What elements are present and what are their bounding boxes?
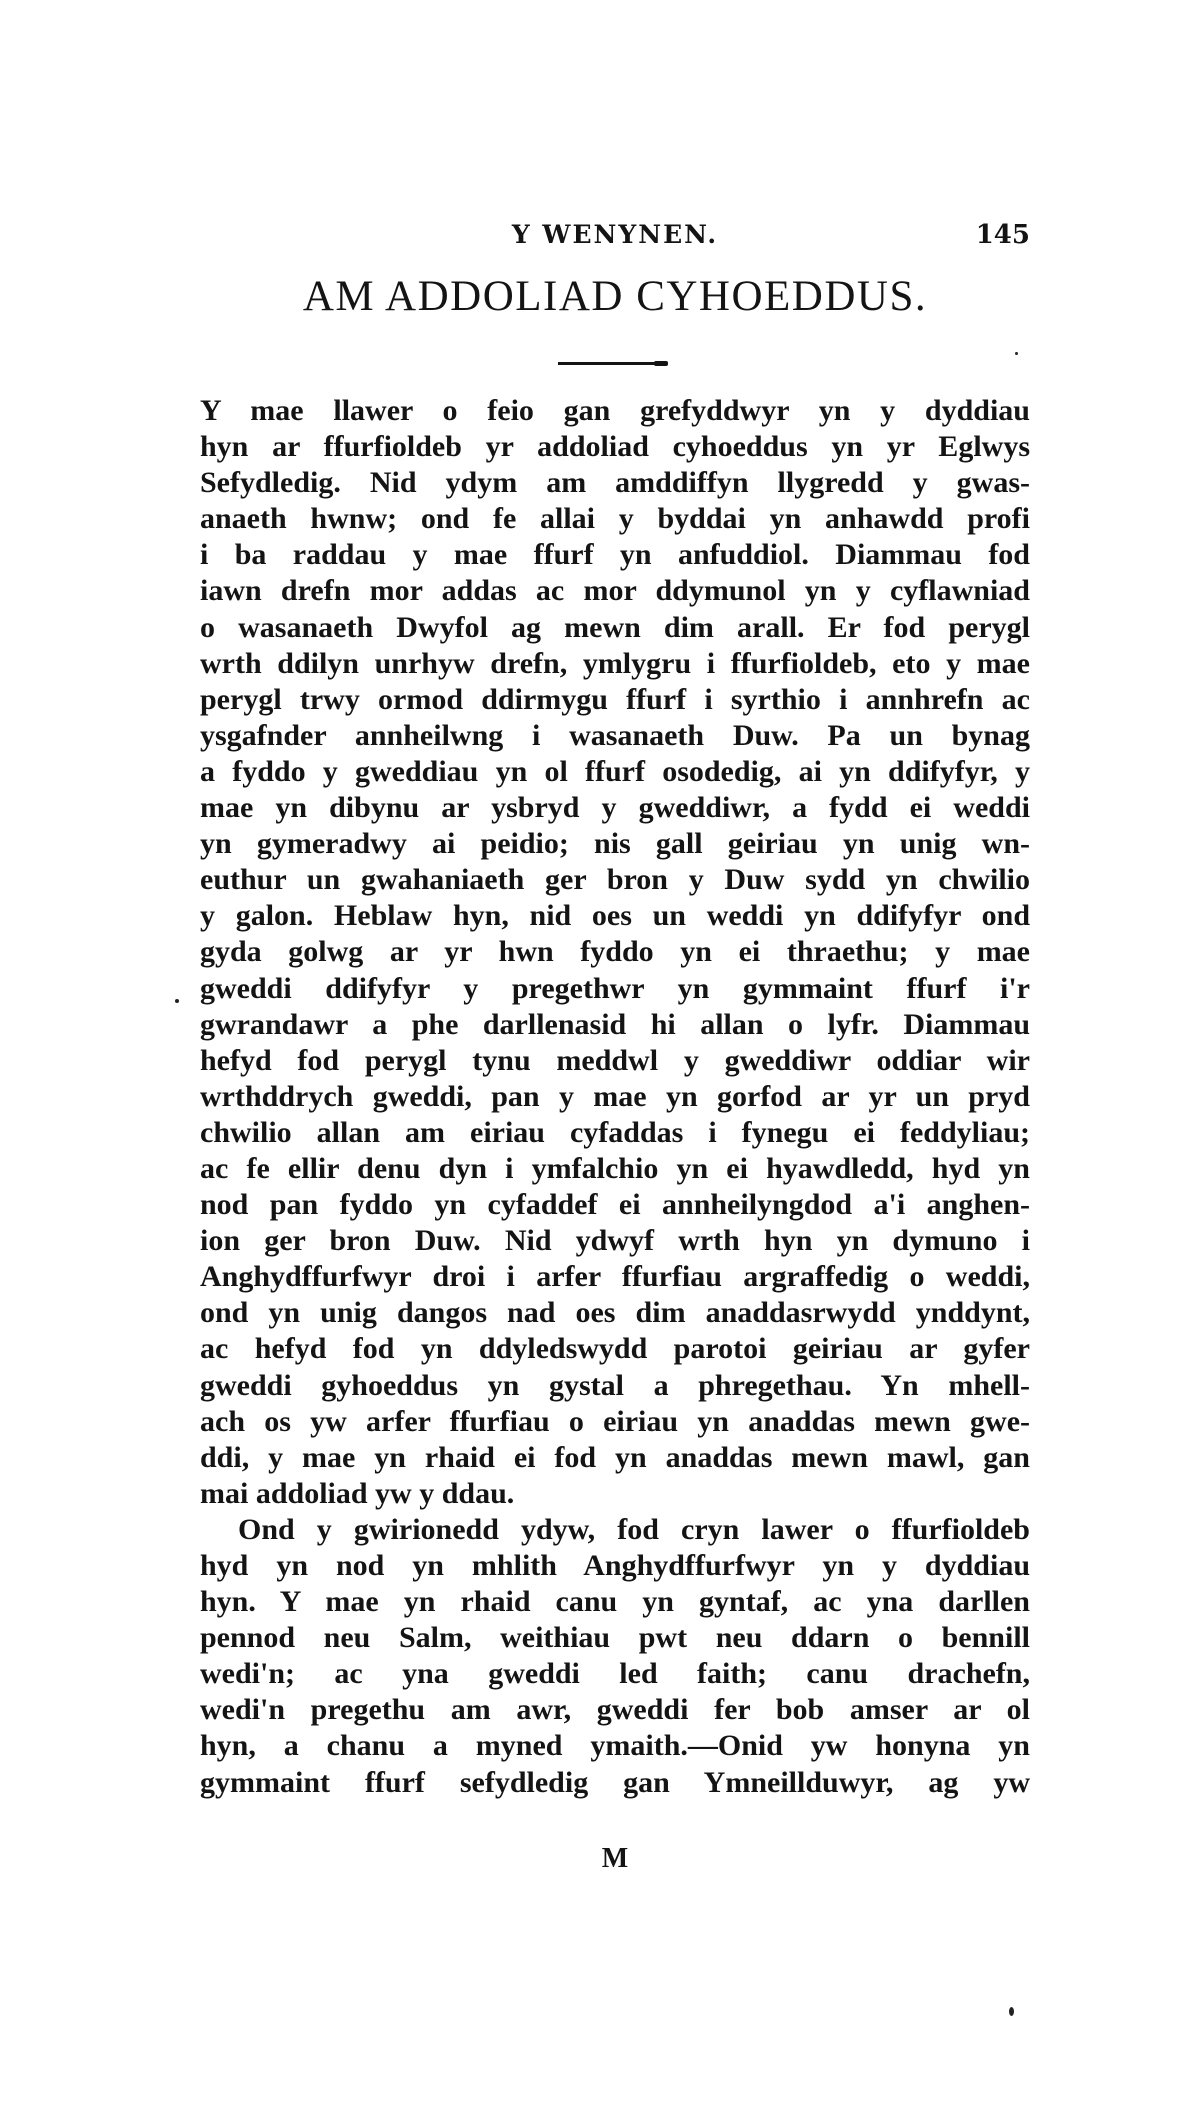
text-line: hyn ar ffurfioldeb yr addoliad cyhoeddus yn yr Eglwys: [200, 430, 1030, 464]
text-line: a fyddo y gweddiau yn ol ffurf osodedig, ai yn ddifyfyr, y: [200, 754, 1030, 788]
article-title: AM ADDOLIAD CYHOEDDUS.: [302, 273, 928, 320]
article-body: [200, 393, 1030, 1801]
text-line: Y mae llawer o feio gan grefyddwyr yn y dyddiau: [200, 394, 1030, 427]
text-line: y galon. Heblaw hyn, nid oes un weddi yn ddifyfyr ond: [200, 899, 1030, 933]
text-line: iawn drefn mor addas ac mor ddymunol yn y cyflawniad: [200, 574, 1030, 608]
text-line: anaeth hwnw; ond fe allai y byddai yn anhawdd profi: [200, 502, 1030, 536]
text-line: nod pan fyddo yn cyfaddef ei annheilyngdod a'i anghen-: [200, 1188, 1030, 1222]
text-line: Ond y gwirionedd ydyw, fod cryn lawer o ffurfioldeb: [238, 1512, 1030, 1546]
text-line: gwrandawr a phe darllenasid hi allan o lyfr. Diammau: [200, 1007, 1030, 1041]
text-line: wedi'n pregethu am awr, gweddi fer bob amser ar ol: [200, 1693, 1030, 1727]
text-line: hefyd fod perygl tynu meddwl y gweddiwr oddiar wir: [200, 1043, 1030, 1077]
print-speck: [1015, 352, 1018, 355]
text-line: yn gymeradwy ai peidio; nis gall geiriau yn unig wn-: [200, 827, 1030, 861]
text-line: pennod neu Salm, weithiau pwt neu ddarn o bennill: [200, 1621, 1030, 1655]
text-line: ion ger bron Duw. Nid ydwyf wrth hyn yn dymuno i: [200, 1224, 1030, 1258]
text-line: mae yn dibynu ar ysbryd y gweddiwr, a fydd ei weddi: [200, 791, 1030, 825]
text-line: gymmaint ffurf sefydledig gan Ymneillduwyr, ag yw: [200, 1765, 1030, 1799]
running-title: Y WENYNEN.: [511, 220, 719, 249]
text-line: gweddi ddifyfyr y pregethwr yn gymmaint ffurf i'r: [200, 971, 1030, 1005]
text-line: ac fe ellir denu dyn i ymfalchio yn ei hyawdledd, hyd yn: [200, 1151, 1030, 1185]
text-line: ddi, y mae yn rhaid ei fod yn anaddas mewn mawl, gan: [200, 1440, 1030, 1474]
text-line: wedi'n; ac yna gweddi led faith; canu drachefn,: [200, 1657, 1030, 1691]
text-line: Sefydledig. Nid ydym am amddiffyn llygredd y gwas-: [200, 466, 1030, 500]
text-line: hyn, a chanu a myned ymaith.—Onid yw honyna yn: [200, 1729, 1030, 1763]
print-speck: [1009, 2007, 1014, 2016]
text-line: wrthddrych gweddi, pan y mae yn gorfod ar yr un pryd: [200, 1079, 1030, 1113]
text-line: Anghydffurfwyr droi i arfer ffurfiau argraffedig o weddi,: [200, 1260, 1030, 1294]
signature-mark: M: [601, 1843, 629, 1874]
print-speck: [175, 999, 179, 1003]
text-line: i ba raddau y mae ffurf yn anfuddiol. Diammau fod: [200, 538, 1030, 572]
page-number: 145: [975, 220, 1030, 250]
text-line: gyda golwg ar yr hwn fyddo yn ei thraethu; y mae: [200, 935, 1030, 969]
text-line: wrth ddilyn unrhyw drefn, ymlygru i ffurfioldeb, eto y mae: [200, 646, 1030, 680]
title-divider-rule: [558, 362, 658, 365]
text-line: mai addoliad yw y ddau.: [200, 1476, 515, 1510]
text-line: ac hefyd fod yn ddyledswydd parotoi geiriau ar gyfer: [200, 1332, 1030, 1366]
text-line: ysgafnder annheilwng i wasanaeth Duw. Pa un bynag: [200, 718, 1030, 752]
text-line: euthur un gwahaniaeth ger bron y Duw sydd yn chwilio: [200, 863, 1030, 897]
text-line: ach os yw arfer ffurfiau o eiriau yn anaddas mewn gwe-: [200, 1404, 1030, 1438]
text-line: ond yn unig dangos nad oes dim anaddasrwydd ynddynt,: [200, 1296, 1030, 1330]
text-line: hyd yn nod yn mhlith Anghydffurfwyr yn y dyddiau: [200, 1549, 1030, 1582]
text-line: hyn. Y mae yn rhaid canu yn gyntaf, ac yna darllen: [200, 1585, 1030, 1619]
text-line: o wasanaeth Dwyfol ag mewn dim arall. Er fod perygl: [200, 610, 1030, 644]
text-line: perygl trwy ormod ddirmygu ffurf i syrthio i annhrefn ac: [200, 682, 1030, 716]
running-header: [200, 220, 1030, 260]
text-line: gweddi gyhoeddus yn gystal a phregethau. Yn mhell-: [200, 1368, 1030, 1402]
text-line: chwilio allan am eiriau cyfaddas i fynegu ei feddyliau;: [200, 1115, 1030, 1149]
